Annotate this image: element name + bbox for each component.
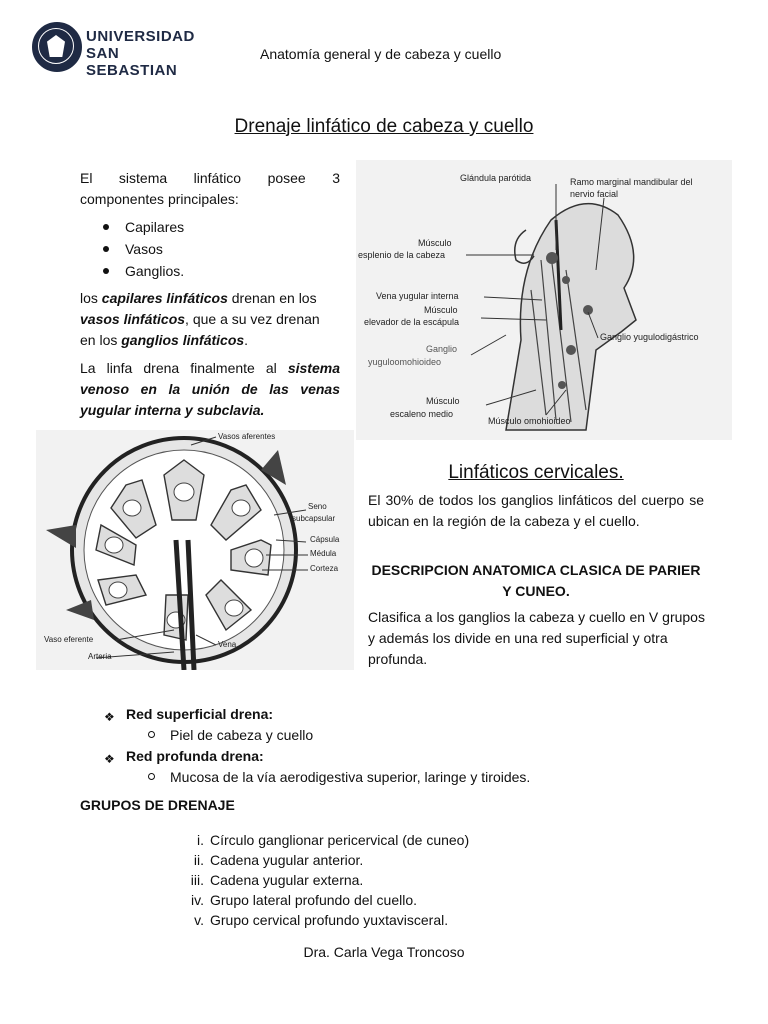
intro-line-2: componentes principales: — [80, 191, 239, 207]
list-item: Ganglios. — [100, 260, 184, 282]
section-title-cervicales: Linfáticos cervicales. — [448, 462, 624, 483]
label-ganglio-yugulodigastrico: Ganglio yugulodigástrico — [600, 332, 699, 342]
diamond-bullet-icon: ❖ — [104, 752, 115, 766]
components-list — [100, 216, 184, 282]
intro-line-1: El sistema linfático posee 3 — [80, 170, 340, 186]
label-yugulo: yuguloomohioideo — [368, 357, 442, 367]
label-ganglio-1: Ganglio — [426, 344, 458, 354]
label-musculo-3: Músculo — [426, 396, 460, 406]
groups-list: i. Círculo ganglionar pericervical (de cuneo) ii. Cadena yugular anterior. iii. Cadena yugular externa. iv. Grupo lateral profundo del cuello. v. Grupo cervical profundo yuxtavisceral. — [190, 832, 470, 928]
drain-paragraph: los capilares linfáticos drenan en los vasos linfáticos, que a su vez drenan en los ganglios linfáticos. — [80, 290, 320, 348]
label-vena: Vena — [218, 640, 237, 649]
classify-paragraph: Clasifica a los ganglios la cabeza y cuello en V grupos y además los divide en una red superficial y otra profunda. — [368, 609, 705, 667]
list-item: Vasos — [100, 238, 184, 260]
label-elevador: elevador de la escápula — [364, 317, 460, 327]
neck-anatomy-figure — [356, 160, 732, 440]
label-omohioideo: Músculo omohioideo — [488, 416, 571, 426]
label-medula: Médula — [310, 549, 337, 558]
bullet-icon — [103, 268, 109, 274]
label-arteria: Arteria — [88, 652, 112, 661]
list-item: Mucosa de la vía aerodigestiva superior, laringe y tiroides. — [148, 767, 530, 788]
groups-title: GRUPOS DE DRENAJE — [80, 797, 235, 813]
label-vena-yugular: Vena yugular interna — [376, 291, 459, 301]
cervical-paragraph: El 30% de todos los ganglios linfáticos del cuerpo se ubican en la región de la cabeza y el cuello. — [368, 492, 704, 529]
university-seal-icon — [32, 22, 82, 72]
page-title: Drenaje linfático de cabeza y cuello — [234, 116, 534, 137]
bullet-icon — [103, 246, 109, 252]
circle-bullet-icon — [148, 731, 155, 738]
course-header: Anatomía general y de cabeza y cuello — [260, 46, 502, 62]
university-name: UNIVERSIDAD SAN SEBASTIAN — [86, 28, 195, 79]
label-musculo-1: Músculo — [418, 238, 452, 248]
label-ramo-2: nervio facial — [570, 189, 619, 199]
bullet-icon — [103, 224, 109, 230]
label-corteza: Corteza — [310, 564, 339, 573]
classic-description-heading: DESCRIPCION ANATOMICA CLASICA DE PARIER Y CUNEO. — [371, 562, 701, 599]
label-vaso-eferente: Vaso eferente — [44, 635, 94, 644]
lymph-node-illustration — [36, 430, 354, 670]
list-item: ❖ Red profunda drena: — [104, 746, 264, 767]
label-parotid: Glándula parótida — [460, 173, 532, 183]
author-footer: Dra. Carla Vega Troncoso — [303, 944, 465, 960]
label-vasos-aferentes: Vasos aferentes — [218, 432, 276, 441]
list-item: Capilares — [100, 216, 184, 238]
label-escaleno: escaleno medio — [390, 409, 454, 419]
lymph-node-figure — [36, 430, 354, 670]
list-item: ❖ Red superficial drena: — [104, 704, 273, 725]
circle-bullet-icon — [148, 773, 155, 780]
list-item: Piel de cabeza y cuello — [148, 725, 313, 746]
label-esplenio: esplenio de la cabeza — [358, 250, 446, 260]
label-capsula: Cápsula — [310, 535, 340, 544]
label-subcapsular: subcapsular — [292, 514, 336, 523]
label-ramo: Ramo marginal mandibular del — [570, 177, 693, 187]
lymph-paragraph: La linfa drena finalmente al sistema venoso en la unión de las venas yugular interna y subclavia. — [80, 360, 340, 418]
university-logo — [32, 22, 195, 79]
label-musculo-2: Músculo — [424, 305, 458, 315]
networks-list — [104, 704, 704, 788]
diamond-bullet-icon: ❖ — [104, 710, 115, 724]
intro-paragraph — [80, 168, 340, 210]
label-seno: Seno — [308, 502, 327, 511]
